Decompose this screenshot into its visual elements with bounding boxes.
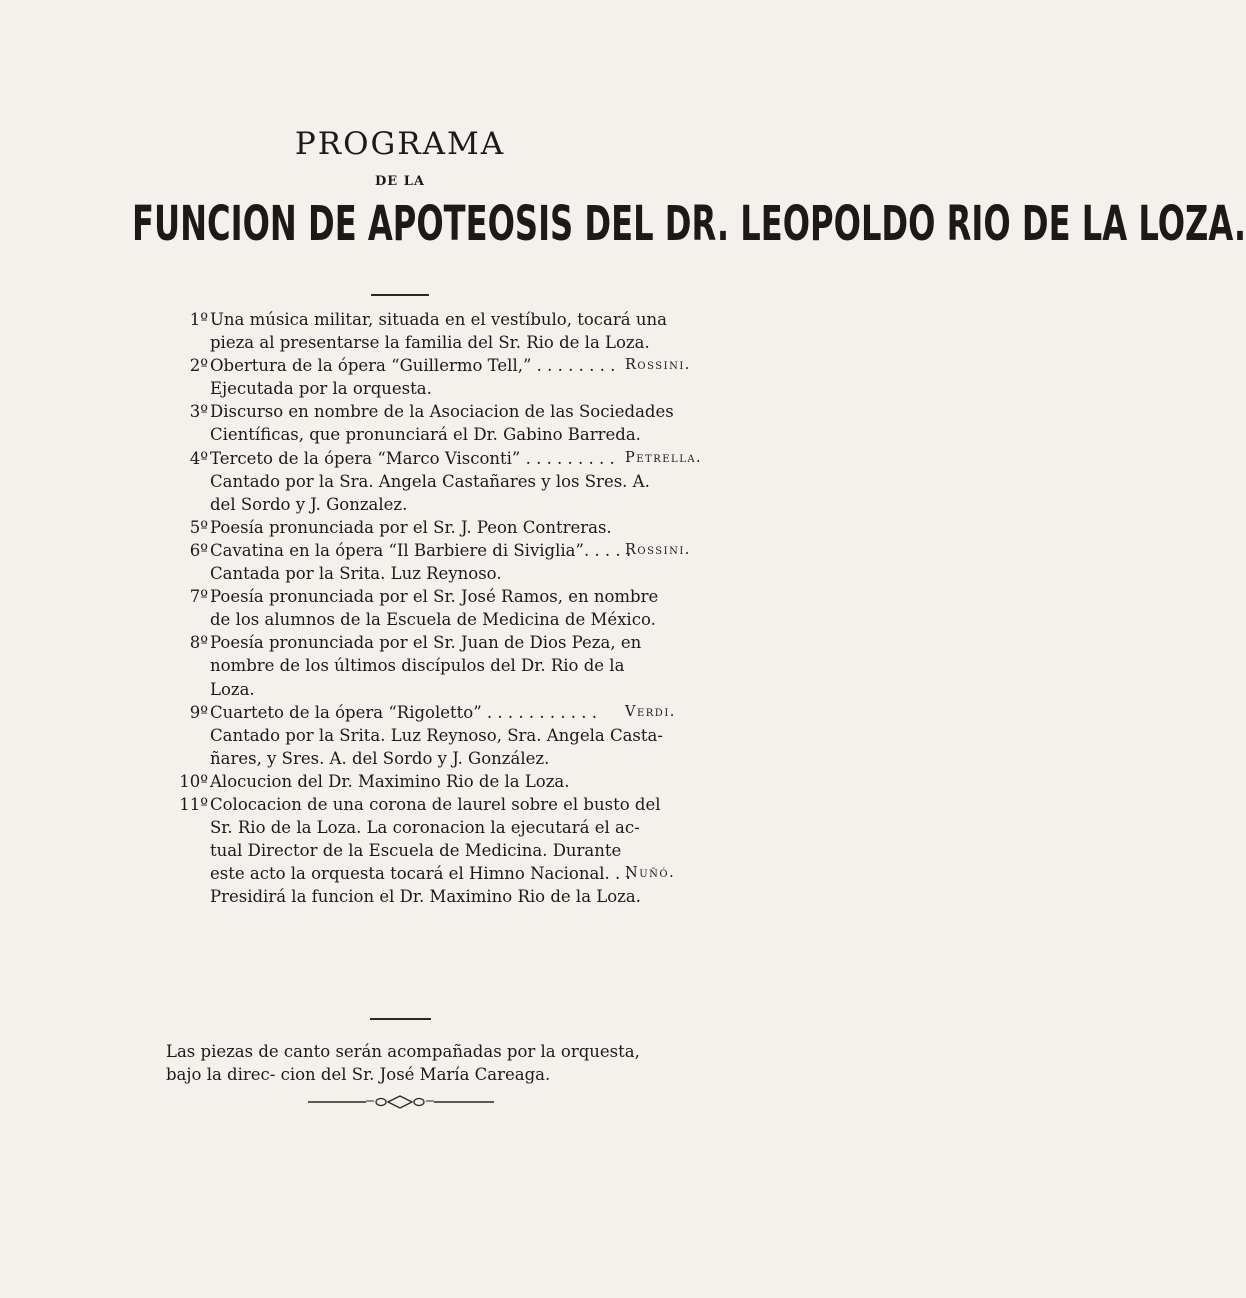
item-text: Cantado por la Srita. Luz Reynoso, Sra. Angela Casta- — [210, 725, 663, 745]
program-line — [189, 447, 703, 470]
item-number: 8º — [189, 633, 208, 653]
page-subtitle: DE LA — [375, 174, 425, 189]
program-line — [189, 701, 676, 724]
program-line — [210, 885, 648, 908]
item-text: ñares, y Sres. A. del Sordo y J. González. — [210, 748, 550, 768]
program-line — [189, 516, 648, 539]
item-text: Obertura de la ópera “Guillermo Tell,” . . . . . . . . — [210, 356, 616, 376]
item-text: Cantado por la Sra. Angela Castañares y los Sres. A. — [210, 471, 650, 491]
program-line — [189, 585, 659, 608]
item-text: Terceto de la ópera “Marco Visconti” . . . . . . . . . — [210, 448, 615, 468]
item-number: 10º — [179, 771, 208, 791]
program-line — [210, 678, 648, 701]
item-text: de los alumnos de la Escuela de Medicina de México. — [210, 610, 656, 630]
item-number: 11º — [179, 794, 208, 814]
program-line — [210, 331, 648, 354]
item-text: este acto la orquesta tocará el Himno Nacional. . . — [210, 864, 631, 884]
program-line — [210, 816, 648, 839]
item-number: 5º — [189, 517, 208, 537]
composer-name: Verdi. — [625, 703, 676, 720]
item-number: 3º — [189, 402, 208, 422]
item-text: Poesía pronunciada por el Sr. José Ramos, en nombre — [210, 587, 659, 607]
composer-name: Rossini. — [625, 541, 691, 558]
item-text: Cantada por la Srita. Luz Reynoso. — [210, 564, 502, 584]
program-line — [189, 539, 691, 562]
item-text: Ejecutada por la orquesta. — [210, 379, 432, 399]
composer-name: Rossini. — [625, 357, 691, 374]
page-title: PROGRAMA — [294, 126, 506, 162]
program-line — [179, 793, 661, 816]
program-line — [179, 770, 648, 793]
program-line — [210, 747, 648, 770]
program-line — [210, 562, 648, 585]
program-line — [189, 308, 667, 331]
item-number: 7º — [189, 587, 208, 607]
item-text: Cuarteto de la ópera “Rigoletto” . . . . . . . . . . . — [210, 702, 598, 722]
item-text: Una música militar, situada en el vestíbulo, tocará una — [210, 310, 667, 329]
composer-name: Nuñó. — [625, 865, 676, 882]
item-number: 6º — [189, 540, 208, 560]
item-text: Cavatina en la ópera “Il Barbiere di Siviglia”. . . . . — [210, 540, 632, 560]
item-text: Sr. Rio de la Loza. La coronacion la ejecutará el ac- — [210, 818, 640, 838]
item-number: 4º — [189, 448, 208, 468]
program-line — [210, 470, 648, 493]
item-text: Loza. — [210, 679, 255, 699]
item-text: Colocacion de una corona de laurel sobre el busto del — [210, 794, 661, 814]
item-text: Científicas, que pronunciará el Dr. Gabino Barreda. — [210, 425, 641, 445]
top-divider — [371, 294, 429, 296]
program-line — [210, 724, 663, 747]
program-line — [210, 377, 648, 400]
item-text: Alocucion del Dr. Maximino Rio de la Loza. — [210, 771, 570, 791]
program-line — [210, 493, 648, 516]
program-line — [210, 654, 648, 677]
program-line — [189, 400, 674, 423]
item-number: 9º — [189, 702, 208, 722]
item-text: Poesía pronunciada por el Sr. J. Peon Contreras. — [210, 517, 612, 537]
program-line — [210, 862, 676, 885]
item-text: pieza al presentarse la familia del Sr. Rio de la Loza. — [210, 333, 650, 353]
item-text: Poesía pronunciada por el Sr. Juan de Dios Peza, en — [210, 633, 642, 653]
footer-note: Las piezas de canto serán acompañadas por la orquesta, bajo la direc- cion del Sr. José María Careaga. — [166, 1042, 640, 1085]
item-text: Discurso en nombre de la Asociacion de las Sociedades — [210, 402, 674, 422]
program-list — [179, 308, 703, 908]
program-line — [210, 608, 656, 631]
item-number: 2º — [189, 356, 208, 376]
item-number: 1º — [189, 310, 208, 329]
ornament-divider-icon — [308, 1095, 494, 1109]
bottom-divider — [370, 1018, 431, 1020]
event-headline: FUNCION DE APOTEOSIS DEL DR. LEOPOLDO RIO DE LA LOZA. — [132, 196, 1246, 252]
item-text: tual Director de la Escuela de Medicina. Durante — [210, 841, 622, 861]
item-text: del Sordo y J. Gonzalez. — [210, 494, 408, 514]
program-line — [210, 839, 648, 862]
program-line — [189, 354, 691, 377]
program-line — [189, 631, 648, 654]
program-line — [210, 423, 648, 446]
item-text: nombre de los últimos discípulos del Dr. Rio de la — [210, 656, 625, 676]
item-text: Presidirá la funcion el Dr. Maximino Rio de la Loza. — [210, 887, 641, 907]
composer-name: Petrella. — [625, 449, 703, 466]
